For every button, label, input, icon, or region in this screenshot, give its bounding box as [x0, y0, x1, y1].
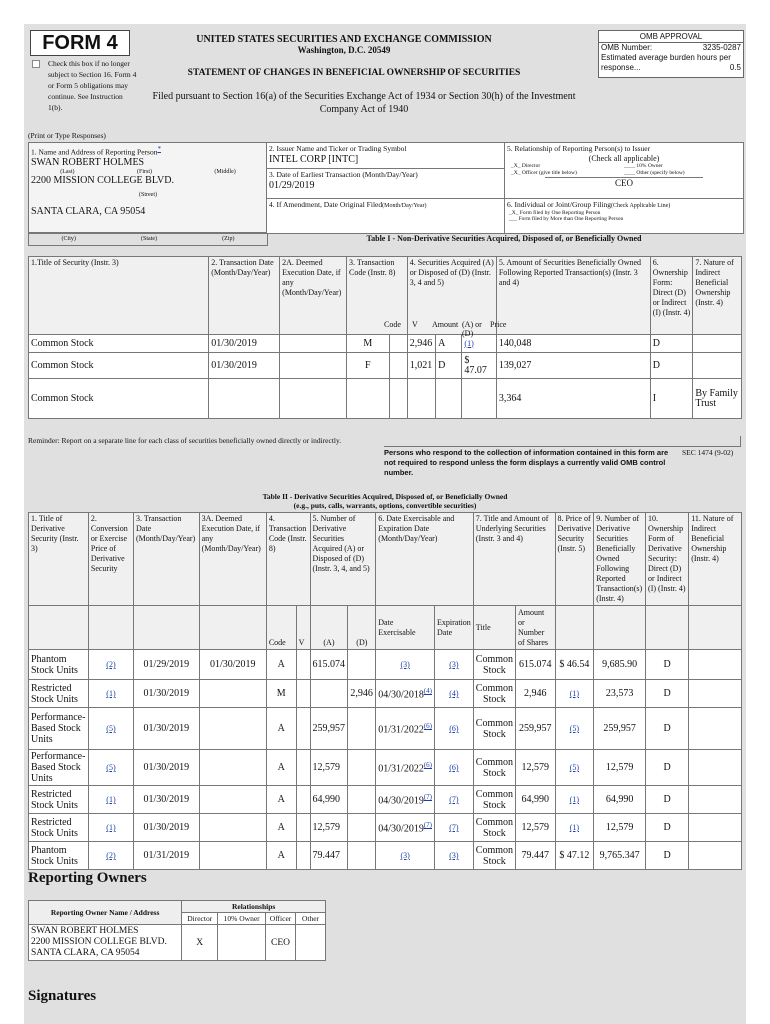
t1-r0-price-footnote[interactable]: (1) [464, 338, 474, 348]
t2-r5-v [296, 814, 310, 842]
t2-r5-deemed [199, 814, 266, 842]
filed-pursuant: Filed pursuant to Section 16(a) of the Securities Exchange Act of 1934 or Section 30(h) of the Investment Company Act of 1940 [152, 91, 576, 115]
ro-owner-addr2: SANTA CLARA, CA 95054 [31, 948, 140, 958]
table-row [29, 708, 742, 750]
t2-r2-title: Performance-Based Stock Units [29, 708, 89, 750]
t2-h2: 2. Conversion or Exercise Price of Derivative Security [88, 513, 133, 606]
t2-r4-conv[interactable] [88, 786, 133, 814]
date-exercisable[interactable]: (3) [400, 851, 410, 860]
table-row [29, 842, 742, 870]
omb-number: 3235-0287 [702, 43, 741, 52]
t2-r6-form: D [646, 842, 689, 870]
t2-date-ex-label: Date Exercisable [376, 606, 435, 650]
t2-r6-uamt: 79.447 [516, 842, 555, 870]
table2 [28, 512, 742, 870]
footnote-link[interactable]: (5) [569, 763, 580, 772]
ro-owner-name: SWAN ROBERT HOLMES [31, 926, 139, 936]
t2-r1-deemed [199, 680, 266, 708]
t2-r0-d [348, 650, 376, 680]
table2-subtitle: (e.g., puts, calls, warrants, options, convertible securities) [293, 501, 477, 510]
t2-r3-nature [689, 750, 742, 786]
t1-h2a: 2A. Deemed Execution Date, if any (Month/Day/Year) [280, 257, 347, 335]
box1-label: 1. Name and Address of Reporting Person [31, 147, 158, 157]
t2-r5-exp[interactable] [435, 814, 474, 842]
t2-r1-nature [689, 680, 742, 708]
table-row [29, 814, 742, 842]
t2-r3-utitle: Common Stock [473, 750, 515, 786]
t1-r1-owned: 139,027 [496, 353, 650, 379]
t2-r0-owned: 9,685.90 [594, 650, 646, 680]
t1-h3: 3. Transaction Code (Instr. 8) [347, 257, 408, 335]
t1-r0-nature [693, 335, 742, 353]
t1-r0-owned: 140,048 [496, 335, 650, 353]
t1-r1-price: $ 47.07 [462, 353, 496, 379]
t2-r3-exp[interactable] [435, 750, 474, 786]
t1-r2-price [462, 379, 496, 419]
footnote-link[interactable]: (1) [106, 689, 116, 698]
earliest-date-label: 3. Date of Earliest Transaction (Month/Day/Year) [269, 170, 418, 179]
t2-code-label: Code [266, 606, 296, 650]
form-title: FORM 4 [42, 32, 118, 54]
date-exercisable: 04/30/2018 [378, 689, 424, 701]
filing-more: ___ Form filed by More than One Reporting Person [509, 216, 624, 222]
t1-v-label: V [412, 320, 418, 329]
t1-code-label: Code [384, 320, 401, 329]
t1-aord-label: (A) or (D) [462, 320, 482, 338]
footnote-link[interactable]: (2) [106, 660, 116, 669]
t1-h6: 6. Ownership Form: Direct (D) or Indirect (I) (Instr. 4) [650, 257, 693, 335]
table1-title: Table I - Non-Derivative Securities Acquired, Disposed of, or Beneficially Owned [366, 234, 642, 243]
t1-r1-code: F [347, 353, 390, 379]
first-label: (First) [136, 168, 152, 175]
t2-r2-a: 259,957 [310, 708, 348, 750]
t2-r4-exp[interactable] [435, 786, 474, 814]
footnote-link[interactable]: (7) [423, 821, 433, 830]
omb-box [598, 30, 744, 78]
t2-r6-a: 79.447 [310, 842, 348, 870]
ro-officer-val: CEO [266, 925, 296, 961]
t2-r2-v [296, 708, 310, 750]
t2-r4-owned: 64,990 [594, 786, 646, 814]
t2-r5-date: 01/30/2019 [134, 814, 200, 842]
t1-subheaders [384, 320, 506, 338]
t2-r0-form: D [646, 650, 689, 680]
t2-r4-price[interactable] [555, 786, 594, 814]
t2-a-label: (A) [310, 606, 348, 650]
footnote-link[interactable]: (1) [106, 795, 116, 804]
amend-sub: (Month/Day/Year) [382, 203, 427, 209]
t2-r2-uamt: 259,957 [516, 708, 555, 750]
t1-r2-nature: By Family Trust [693, 379, 742, 419]
t2-r1-d: 2,946 [348, 680, 376, 708]
filing-label: 6. Individual or Joint/Group Filing [507, 200, 611, 209]
t2-r6-nature [689, 842, 742, 870]
t2-r4-title: Restricted Stock Units [29, 786, 89, 814]
t2-r6-deemed [199, 842, 266, 870]
footnote-link[interactable]: (4) [423, 687, 433, 696]
box-earliest-date [266, 168, 506, 200]
date-exercisable: 01/31/2022 [378, 724, 424, 736]
middle-label: (Middle) [214, 168, 236, 175]
t2-h1: 1. Title of Derivative Security (Instr. 3) [29, 513, 89, 606]
t2-r1-a [310, 680, 348, 708]
t2-d-label: (D) [348, 606, 376, 650]
sec-form: SEC 1474 (9-02) [682, 448, 734, 457]
t2-r3-price[interactable] [555, 750, 594, 786]
t2-r5-owned: 12,579 [594, 814, 646, 842]
t2-r0-a: 615.074 [310, 650, 348, 680]
t1-r1-nature [693, 353, 742, 379]
reminder: Reminder: Report on a separate line for each class of securities beneficially owned directly or indirectly. [28, 436, 342, 445]
t2-r0-date: 01/29/2019 [134, 650, 200, 680]
table2-title: Table II - Derivative Securities Acquired, Disposed of, or Beneficially Owned [262, 492, 508, 501]
t2-r0-nature [689, 650, 742, 680]
t2-r2-deemed [199, 708, 266, 750]
footnote-link[interactable]: (6) [423, 722, 433, 731]
footnote-link[interactable]: (1) [106, 823, 116, 832]
ro-other-val [296, 925, 326, 961]
ro-owner-cell [29, 925, 182, 961]
t2-r1-utitle: Common Stock [473, 680, 515, 708]
t2-amount-shares-label: Amount or Number of Shares [516, 606, 555, 650]
reporting-owners-heading: Reporting Owners [28, 870, 147, 886]
t2-r1-owned: 23,573 [594, 680, 646, 708]
t1-r0-date: 01/30/2019 [209, 335, 280, 353]
t2-r1-date: 01/30/2019 [134, 680, 200, 708]
t1-r0-title: Common Stock [29, 335, 209, 353]
t1-r2-title: Common Stock [29, 379, 209, 419]
street-value: 2200 MISSION COLLEGE BLVD. [31, 174, 174, 186]
t2-r6-d [348, 842, 376, 870]
omb-title: OMB APPROVAL [599, 31, 743, 43]
t2-r1-uamt: 2,946 [516, 680, 555, 708]
print-type: (Print or Type Responses) [28, 131, 106, 140]
footnote-link[interactable]: (6) [449, 763, 459, 772]
t1-r0-form: D [650, 335, 693, 353]
t2-r1-exp[interactable] [435, 680, 474, 708]
footnote-link[interactable]: (1) [569, 689, 580, 698]
ten-pct-check: ____ 10% Owner [624, 163, 663, 169]
box-issuer [266, 142, 506, 170]
persons-respond: Persons who respond to the collection of information contained in this form are not required to respond unless the form displays a currently valid OMB control number. [384, 448, 669, 477]
table-row [29, 786, 742, 814]
date-exercisable[interactable]: (3) [400, 660, 410, 669]
t2-r5-conv[interactable] [88, 814, 133, 842]
box-relationship [504, 142, 744, 200]
issuer-label: 2. Issuer Name and Ticker or Trading Symbol [269, 144, 407, 153]
t2-r2-conv[interactable] [88, 708, 133, 750]
t1-amount-label: Amount [432, 320, 459, 329]
t2-r3-date: 01/30/2019 [134, 750, 200, 786]
t2-exp-label: Expiration Date [435, 606, 474, 650]
t2-title-label: Title [473, 606, 515, 650]
t1-r2-owned: 3,364 [496, 379, 650, 419]
agency-name: UNITED STATES SECURITIES AND EXCHANGE COMMISSION [196, 34, 492, 45]
last-label: (Last) [60, 168, 75, 175]
t2-h3a: 3A. Deemed Execution Date, if any (Month/Day/Year) [199, 513, 266, 606]
t2-r0-price: $ 46.54 [555, 650, 594, 680]
footnote-link[interactable]: (1) [569, 823, 580, 832]
issuer-value: INTEL CORP [INTC] [269, 154, 359, 165]
t1-h5: 5. Amount of Securities Beneficially Owned Following Reported Transaction(s) (Instr. 3 and 4) [496, 257, 650, 335]
ro-director-val: X [182, 925, 218, 961]
t2-r2-exer [376, 708, 435, 750]
t2-r0-exp[interactable] [435, 650, 474, 680]
form-page [24, 24, 746, 1024]
ro-ten-h: 10% Owner [218, 913, 266, 925]
earliest-date-value: 01/29/2019 [269, 180, 315, 191]
filing-one: _X_ Form filed by One Reporting Person [509, 210, 601, 216]
agency-city: Washington, D.C. 20549 [297, 45, 391, 55]
t2-r3-deemed [199, 750, 266, 786]
t1-h1: 1.Title of Security (Instr. 3) [29, 257, 209, 335]
t2-r4-code: A [266, 786, 296, 814]
t2-r4-form: D [646, 786, 689, 814]
t2-r5-d [348, 814, 376, 842]
t1-r1-form: D [650, 353, 693, 379]
filing-sub: (Check Applicable Line) [610, 203, 671, 209]
t2-r0-conv[interactable] [88, 650, 133, 680]
t2-r5-code: A [266, 814, 296, 842]
header-center [174, 34, 514, 55]
t2-r3-form: D [646, 750, 689, 786]
t1-r2-amount [407, 379, 435, 419]
t2-r2-form: D [646, 708, 689, 750]
t2-r0-title: Phantom Stock Units [29, 650, 89, 680]
officer-check: _X_ Officer (give title below) [511, 170, 577, 176]
t1-r0-amount: 2,946 [407, 335, 435, 353]
t2-r2-d [348, 708, 376, 750]
footnote-link[interactable]: (5) [569, 724, 580, 733]
omb-burden: Estimated average burden hours per response... [601, 53, 731, 72]
footnote-link[interactable]: (5) [106, 763, 116, 772]
footnote-link[interactable]: (1) [569, 795, 580, 804]
t1-h4: 4. Securities Acquired (A) or Disposed of (D) (Instr. 3, 4 and 5) [407, 257, 496, 335]
t2-r2-price[interactable] [555, 708, 594, 750]
t2-h3: 3. Transaction Date (Month/Day/Year) [134, 513, 200, 606]
t2-r0-uamt: 615.074 [516, 650, 555, 680]
t2-r1-code: M [266, 680, 296, 708]
t2-r3-a: 12,579 [310, 750, 348, 786]
ro-relationships: Relationships [182, 901, 326, 913]
reporting-owners-table [28, 900, 326, 961]
reporting-person-name: SWAN ROBERT HOLMES [31, 156, 145, 168]
footnote-link[interactable]: (3) [449, 851, 459, 860]
t1-r1-date: 01/30/2019 [209, 353, 280, 379]
t2-r4-v [296, 786, 310, 814]
t2-r3-code: A [266, 750, 296, 786]
t2-r6-v [296, 842, 310, 870]
t2-r4-utitle: Common Stock [473, 786, 515, 814]
t2-r0-v [296, 650, 310, 680]
t1-h2: 2. Transaction Date (Month/Day/Year) [209, 257, 280, 335]
ro-other-h: Other [296, 913, 326, 925]
date-exercisable: 04/30/2019 [378, 795, 424, 807]
t2-r5-form: D [646, 814, 689, 842]
amend-label: 4. If Amendment, Date Original Filed [269, 200, 383, 209]
t2-r4-uamt: 64,990 [516, 786, 555, 814]
footnote-link[interactable]: (3) [449, 660, 459, 669]
t2-r1-v [296, 680, 310, 708]
t1-r2-code [347, 379, 390, 419]
date-exercisable: 04/30/2019 [378, 823, 424, 835]
footnote-link[interactable]: (7) [449, 795, 459, 804]
footnote-link[interactable]: (6) [449, 724, 459, 733]
t2-r6-owned: 9,765.347 [594, 842, 646, 870]
t2-h9: 9. Number of Derivative Securities Beneficially Owned Following Reported Transaction(s) (Instr. 4) [594, 513, 646, 606]
officer-title: CEO [545, 177, 703, 188]
reminder-line [384, 436, 741, 447]
t1-price-label: Price [490, 320, 507, 329]
box-amendment [266, 198, 506, 234]
t2-r2-code: A [266, 708, 296, 750]
t1-r2-form: I [650, 379, 693, 419]
other-check: ____ Other (specify below) [624, 170, 685, 176]
omb-number-label: OMB Number: [601, 43, 653, 52]
t2-r2-nature [689, 708, 742, 750]
t2-h10: 10. Ownership Form of Derivative Security: Direct (D) or Indirect (I) (Instr. 4) [646, 513, 689, 606]
date-exercisable: 01/31/2022 [378, 763, 424, 775]
footnote-link[interactable]: (2) [106, 851, 116, 860]
state-label: (State) [141, 236, 157, 242]
t2-r0-utitle: Common Stock [473, 650, 515, 680]
ro-ten-val [218, 925, 266, 961]
t2-r4-nature [689, 786, 742, 814]
t2-r4-d [348, 786, 376, 814]
table-row [29, 750, 742, 786]
t2-r5-nature [689, 814, 742, 842]
footnote-link[interactable]: (5) [106, 724, 116, 733]
table2-title-block [28, 492, 742, 510]
t2-h6: 6. Date Exercisable and Expiration Date (Month/Day/Year) [376, 513, 474, 606]
t1-r2-ad [436, 379, 462, 419]
ro-col-name: Reporting Owner Name / Address [29, 901, 182, 925]
t2-h11: 11. Nature of Indirect Beneficial Ownership (Instr. 4) [689, 513, 742, 606]
t1-h7: 7. Nature of Indirect Beneficial Ownership (Instr. 4) [693, 257, 742, 335]
t2-r3-exer [376, 750, 435, 786]
table-row [29, 680, 742, 708]
t2-v-label: V [296, 606, 310, 650]
checkbox-text: Check this box if no longer subject to Section 16. Form 4 or Form 5 obligations may continue. See Instruction 1(b). [48, 59, 137, 112]
zip-label: (Zip) [222, 236, 235, 242]
footnote-link[interactable]: * [157, 145, 161, 153]
t2-r1-title: Restricted Stock Units [29, 680, 89, 708]
t2-r3-title: Performance-Based Stock Units [29, 750, 89, 786]
t2-r1-form: D [646, 680, 689, 708]
t1-r0-deemed [280, 335, 347, 353]
table-row [29, 650, 742, 680]
t1-r0-code: M [347, 335, 390, 353]
t2-h7: 7. Title and Amount of Underlying Securities (Instr. 3 and 4) [473, 513, 555, 606]
t2-r6-exer [376, 842, 435, 870]
t2-r5-utitle: Common Stock [473, 814, 515, 842]
t2-r2-date: 01/30/2019 [134, 708, 200, 750]
t2-r2-exp[interactable] [435, 708, 474, 750]
t2-r5-a: 12,579 [310, 814, 348, 842]
t2-r3-d [348, 750, 376, 786]
form-title-box [30, 30, 130, 56]
relationship-label: 5. Relationship of Reporting Person(s) to Issuer [507, 144, 651, 153]
relationship-sub: (Check all applicable) [588, 154, 660, 163]
t1-r2-date [209, 379, 280, 419]
t1-r1-v [389, 353, 407, 379]
t2-r6-price: $ 47.12 [555, 842, 594, 870]
box-filing [504, 198, 744, 234]
signatures-heading: Signatures [28, 988, 97, 1004]
t2-r2-owned: 259,957 [594, 708, 646, 750]
t2-r2-utitle: Common Stock [473, 708, 515, 750]
footnote-link[interactable]: (7) [423, 793, 433, 802]
t2-h4: 4. Transaction Code (Instr. 8) [266, 513, 310, 606]
footnote-link[interactable]: (6) [423, 761, 433, 770]
footnote-link[interactable]: (4) [449, 689, 459, 698]
statement-title: STATEMENT OF CHANGES IN BENEFICIAL OWNERSHIP OF SECURITIES [187, 68, 521, 78]
box-reporting-person [28, 142, 268, 234]
t2-r3-uamt: 12,579 [516, 750, 555, 786]
t1-r1-ad: D [436, 353, 462, 379]
t2-r0-code: A [266, 650, 296, 680]
city-state-zip-labels [28, 232, 268, 246]
t2-r6-date: 01/31/2019 [134, 842, 200, 870]
t1-r2-v [389, 379, 407, 419]
t2-r4-date: 01/30/2019 [134, 786, 200, 814]
t2-r1-conv[interactable] [88, 680, 133, 708]
table-row [29, 353, 742, 379]
t2-r6-conv[interactable] [88, 842, 133, 870]
t2-r5-title: Restricted Stock Units [29, 814, 89, 842]
t2-r6-utitle: Common Stock [473, 842, 515, 870]
t2-h5: 5. Number of Derivative Securities Acquired (A) or Disposed of (D) (Instr. 3, 4, and 5) [310, 513, 376, 606]
t2-r1-exer [376, 680, 435, 708]
t2-r6-code: A [266, 842, 296, 870]
omb-burden-value: 0.5 [729, 63, 741, 72]
t2-r1-price[interactable] [555, 680, 594, 708]
checkbox[interactable] [32, 60, 40, 68]
t1-r1-amount: 1,021 [407, 353, 435, 379]
director-check: _X_ Director [511, 163, 541, 169]
t2-r5-exer [376, 814, 435, 842]
t1-r1-deemed [280, 353, 347, 379]
t2-r3-conv[interactable] [88, 750, 133, 786]
t1-r2-deemed [280, 379, 347, 419]
t2-r6-title: Phantom Stock Units [29, 842, 89, 870]
t1-r0-ad: A [436, 335, 462, 353]
t2-r6-exp[interactable] [435, 842, 474, 870]
t1-r1-title: Common Stock [29, 353, 209, 379]
city-label: (City) [61, 236, 76, 242]
table-row [29, 379, 742, 419]
t2-r5-price[interactable] [555, 814, 594, 842]
city-state-zip: SANTA CLARA, CA 95054 [31, 205, 146, 217]
t2-r5-uamt: 12,579 [516, 814, 555, 842]
ro-director-h: Director [182, 913, 218, 925]
t2-r3-owned: 12,579 [594, 750, 646, 786]
t2-h8: 8. Price of Derivative Security (Instr. 5) [555, 513, 594, 606]
t2-r0-exer [376, 650, 435, 680]
t2-r3-v [296, 750, 310, 786]
street-label: (Street) [139, 191, 157, 198]
footnote-link[interactable]: (7) [449, 823, 459, 832]
t2-r4-deemed [199, 786, 266, 814]
ro-officer-h: Officer [266, 913, 296, 925]
t2-r0-deemed: 01/30/2019 [199, 650, 266, 680]
t2-r4-a: 64,990 [310, 786, 348, 814]
ro-owner-addr1: 2200 MISSION COLLEGE BLVD. [31, 937, 167, 947]
t2-r4-exer [376, 786, 435, 814]
